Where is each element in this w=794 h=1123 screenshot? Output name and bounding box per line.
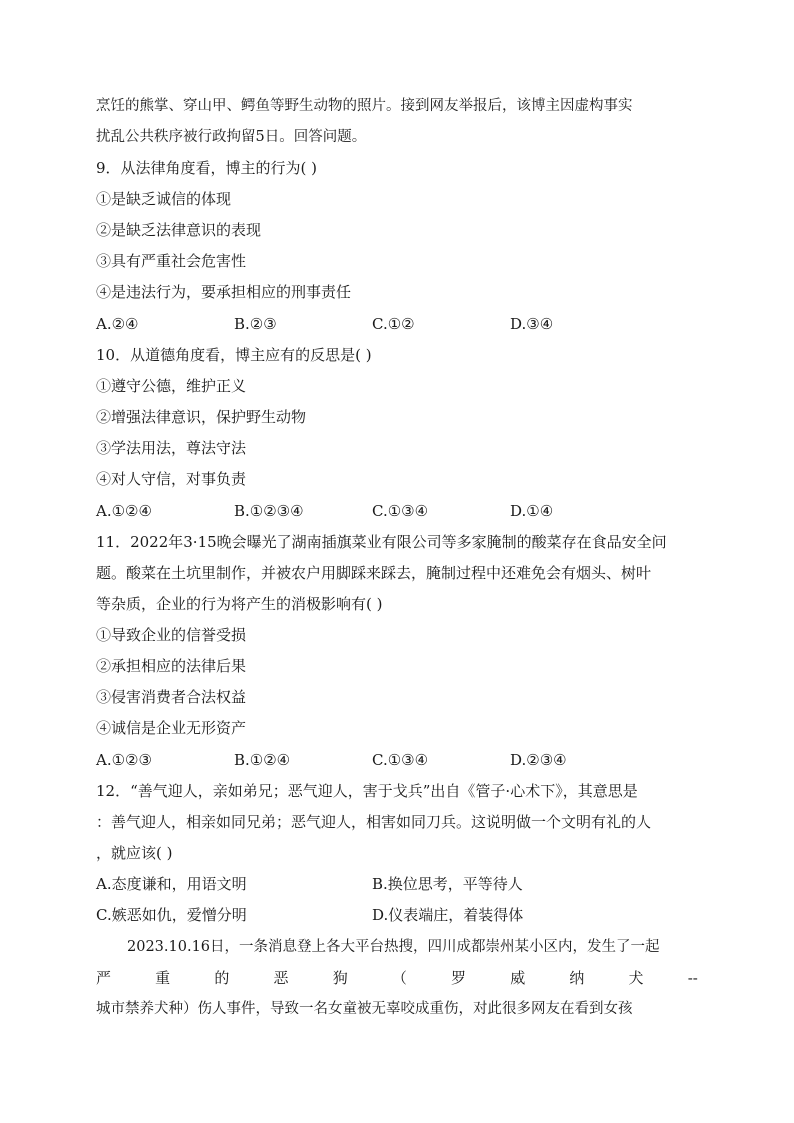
passage-line-2	[96, 967, 698, 989]
q11-option-a[interactable]: A.①②③	[96, 751, 152, 769]
q11-stem-line-2: 题。酸菜在土坑里制作，并被农户用脚踩来踩去，腌制过程中还难免会有烟头、树叶	[96, 564, 652, 582]
q9-item-3: ③具有严重社会危害性	[96, 252, 247, 270]
q9-option-b[interactable]: B.②③	[234, 315, 277, 333]
q10-item-3: ③学法用法，尊法守法	[96, 439, 247, 457]
q11-stem-line-1: 11．2022年3·15晚会曝光了湖南插旗菜业有限公司等多家腌制的酸菜存在食品安全问	[96, 533, 667, 551]
passage-word: 的	[214, 969, 230, 987]
q10-stem: 10．从道德角度看，博主应有的反思是( )	[96, 346, 372, 364]
q11-options	[96, 749, 698, 771]
passage-word: --	[687, 969, 698, 987]
q11-option-d[interactable]: D.②③④	[510, 751, 567, 769]
passage-line-1: 2023.10.16日，一条消息登上各大平台热搜，四川成都崇州某小区内，发生了一起	[127, 939, 660, 955]
passage-word: 狗	[332, 969, 348, 987]
q11-item-3: ③侵害消费者合法权益	[96, 688, 247, 706]
q11-stem-line-3: 等杂质，企业的行为将产生的消极影响有( )	[96, 595, 383, 613]
q10-item-2: ②增强法律意识，保护野生动物	[96, 408, 307, 426]
q9-option-d[interactable]: D.③④	[510, 315, 554, 333]
passage-word: （	[391, 969, 407, 987]
q12-stem-line-3: ，就应该( )	[96, 844, 173, 862]
q12-options-row-1	[96, 873, 698, 895]
q10-option-c[interactable]: C.①③④	[372, 502, 429, 520]
intro-line-1: 烹饪的熊掌、穿山甲、鳄鱼等野生动物的照片。接到网友举报后，该博主因虚构事实	[96, 98, 633, 114]
intro-line-2: 扰乱公共秩序被行政拘留5日。回答问题。	[96, 129, 367, 145]
q9-option-c[interactable]: C.①②	[372, 315, 415, 333]
q12-stem-line-2: ：善气迎人，相亲如同兄弟；恶气迎人，相害如同刀兵。这说明做一个文明有礼的人	[96, 813, 652, 831]
q9-stem: 9．从法律角度看，博主的行为( )	[96, 159, 318, 177]
q10-options	[96, 500, 698, 522]
q10-option-a[interactable]: A.①②④	[96, 502, 152, 520]
passage-word: 威	[510, 969, 526, 987]
passage-word: 罗	[451, 969, 467, 987]
q9-item-1: ①是缺乏诚信的体现	[96, 190, 232, 208]
q10-item-1: ①遵守公德，维护正义	[96, 377, 247, 395]
passage-word: 恶	[273, 969, 289, 987]
q11-option-c[interactable]: C.①③④	[372, 751, 429, 769]
q12-options-row-2	[96, 904, 698, 926]
q11-option-b[interactable]: B.①②④	[234, 751, 291, 769]
q12-stem-line-1: 12．“善气迎人，亲如弟兄；恶气迎人，害于戈兵”出自《管子·心术下》，其意思是	[96, 782, 638, 800]
passage-word: 纳	[569, 969, 585, 987]
q9-item-4: ④是违法行为，要承担相应的刑事责任	[96, 283, 352, 301]
q11-item-2: ②承担相应的法律后果	[96, 657, 247, 675]
q12-option-b[interactable]: B.换位思考，平等待人	[372, 875, 523, 893]
q10-option-d[interactable]: D.①④	[510, 502, 554, 520]
q9-options	[96, 313, 698, 335]
q9-option-a[interactable]: A.②④	[96, 315, 139, 333]
q11-item-4: ④诚信是企业无形资产	[96, 719, 247, 737]
passage-line-3: 城市禁养犬种）伤人事件，导致一名女童被无辜咬成重伤，对此很多网友在看到女孩	[96, 1001, 633, 1017]
q12-option-c[interactable]: C.嫉恶如仇，爱憎分明	[96, 906, 247, 924]
q10-option-b[interactable]: B.①②③④	[234, 502, 304, 520]
q9-item-2: ②是缺乏法律意识的表现	[96, 221, 262, 239]
q10-item-4: ④对人守信，对事负责	[96, 470, 247, 488]
passage-word: 犬	[628, 969, 644, 987]
q12-option-d[interactable]: D.仪表端庄，着装得体	[372, 906, 524, 924]
passage-word: 重	[155, 969, 171, 987]
q11-item-1: ①导致企业的信誉受损	[96, 626, 247, 644]
passage-word: 严	[96, 969, 112, 987]
q12-option-a[interactable]: A.态度谦和，用语文明	[96, 875, 247, 893]
